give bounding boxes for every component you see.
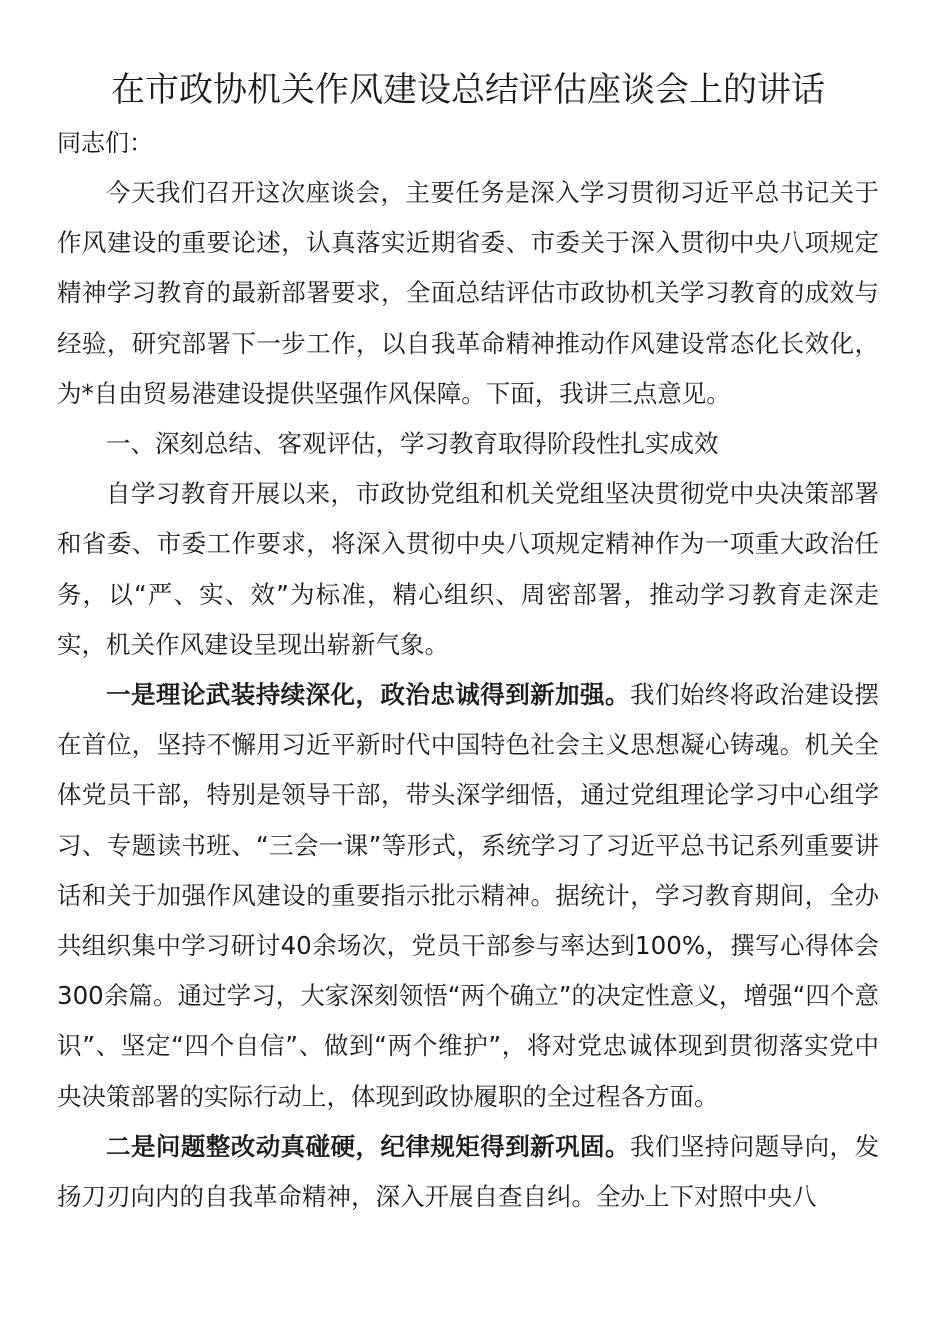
point-1-paragraph — [57, 670, 879, 1122]
document-title: 在市政协机关作风建设总结评估座谈会上的讲话 — [111, 70, 825, 110]
point-1-body: 我们始终将政治建设摆在首位，坚持不懈用习近平新时代中国特色社会主义思想凝心铸魂。机关全体党员干部，特别是领导干部，带头深学细悟，通过党组理论学习中心组学习、专题读书班、“三会一课”等形式，系统学习了习近平总书记系列重要讲话和关于加强作风建设的重要指示批示精神。据统计，学习教育期间，全办共组织集中学习研讨40余场次，党员干部参与率达到100%，撰写心得体会300余篇。通过学习，大家深刻领悟“两个确立”的决定性意义，增强“四个意识”、坚定“四个自信”、做到“两个维护”，将对党忠诚体现到贯彻落实党中央决策部署的实际行动上，体现到政协履职的全过程各方面。 — [57, 680, 880, 1111]
point-1-lead: 一是理论武装持续深化，政治忠诚得到新加强。 — [106, 680, 630, 710]
greeting: 同志们： — [57, 129, 153, 157]
section-1-intro-paragraph: 自学习教育开展以来，市政协党组和机关党组坚决贯彻党中央决策部署和省委、市委工作要求，将深入贯彻中央八项规定精神作为一项重大政治任务，以“严、实、效”为标准，精心组织、周密部署，推动学习教育走深走实，机关作风建设呈现出崭新气象。 — [57, 479, 879, 659]
document-page — [57, 62, 879, 1222]
point-2-lead: 二是问题整改动真碰硬，纪律规矩得到新巩固。 — [106, 1131, 630, 1161]
section-1-heading: 一、深刻总结、客观评估，学习教育取得阶段性扎实成效 — [106, 429, 719, 459]
point-2-body: 我们坚持问题导向，发扬刀刃向内的自我革命精神，深入开展自查自纠。全办上下对照中央八 — [57, 1131, 880, 1212]
point-2-paragraph — [57, 1122, 879, 1222]
intro-paragraph: 今天我们召开这次座谈会，主要任务是深入学习贯彻习近平总书记关于作风建设的重要论述，认真落实近期省委、市委关于深入贯彻中央八项规定精神学习教育的最新部署要求，全面总结评估市政协机关学习教育的成效与经验，研究部署下一步工作，以自我革命精神推动作风建设常态化长效化，为*自由贸易港建设提供坚强作风保障。下面，我讲三点意见。 — [57, 178, 879, 408]
